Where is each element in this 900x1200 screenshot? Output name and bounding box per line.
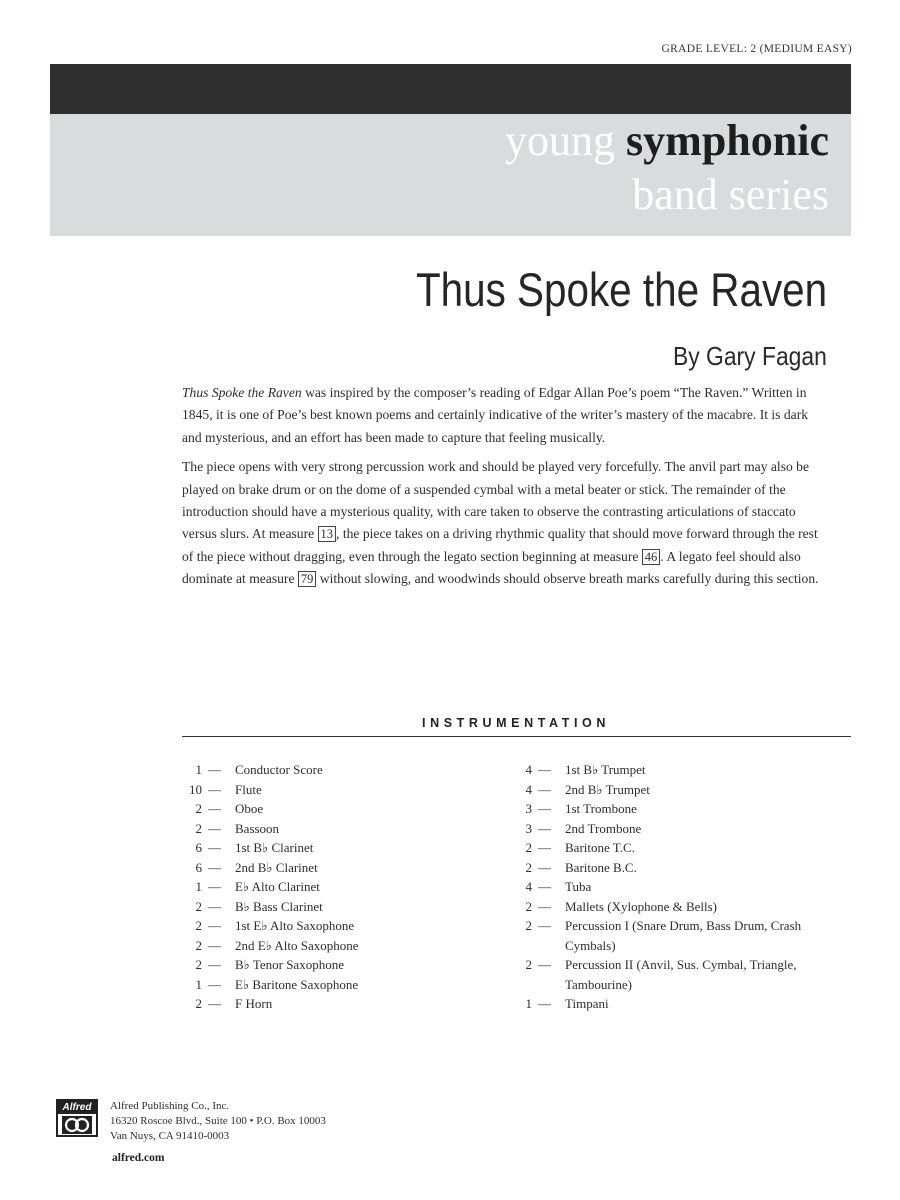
- dash-separator: —: [538, 781, 551, 797]
- part-name: Tuba: [565, 879, 592, 894]
- part-quantity: 2: [525, 859, 532, 875]
- series-title-line1: [505, 116, 829, 166]
- part-name: Timpani: [565, 996, 609, 1011]
- list-item: [512, 780, 812, 800]
- part-name: 1st B♭ Clarinet: [235, 840, 314, 855]
- part-quantity: 6: [195, 859, 202, 875]
- part-quantity: 2: [195, 918, 202, 933]
- measure-box-79: 79: [298, 571, 317, 587]
- grade-level: GRADE LEVEL: 2 (MEDIUM EASY): [661, 43, 852, 55]
- series-word-young: young: [505, 116, 616, 165]
- dash-separator: —: [538, 957, 551, 972]
- dash-separator: —: [538, 820, 551, 836]
- dash-separator: —: [208, 937, 221, 953]
- dash-separator: —: [538, 762, 551, 777]
- part-name: Bassoon: [235, 820, 280, 836]
- part-name: E♭ Alto Clarinet: [235, 879, 320, 894]
- address-line: Van Nuys, CA 91410-0003: [110, 1130, 230, 1142]
- part-quantity: 2: [525, 957, 532, 972]
- part-quantity: 2: [525, 840, 532, 855]
- part-name: 1st Trombone: [565, 801, 637, 816]
- part-quantity: 10: [189, 781, 202, 797]
- list-item: [182, 897, 482, 917]
- alfred-logo: [56, 1099, 98, 1137]
- part-quantity: 2: [195, 898, 202, 914]
- part-name: Oboe: [235, 801, 264, 816]
- composer-credit: By Gary Fagan: [673, 341, 827, 371]
- alfred-logo-mark-icon: [58, 1114, 96, 1135]
- part-quantity: 1: [525, 996, 532, 1011]
- dash-separator: —: [538, 859, 551, 875]
- program-notes: [182, 382, 822, 598]
- part-quantity: 2: [195, 937, 202, 953]
- list-item: [512, 916, 812, 955]
- header-bar: [50, 64, 851, 114]
- measure-box-46: 46: [642, 549, 661, 565]
- part-name: Flute: [235, 781, 262, 797]
- list-item: [512, 955, 812, 994]
- notes-p2-text-b: , the piece takes on a driving rhythmic quality that should move forward through the rest of the piece without dragging, even through the legato section beginning at measure: [182, 526, 818, 564]
- dash-separator: —: [208, 898, 221, 914]
- part-name: B♭ Bass Clarinet: [235, 898, 323, 914]
- list-item: [182, 955, 482, 975]
- list-item: [512, 819, 812, 839]
- part-quantity: 2: [525, 898, 532, 914]
- publisher-address: [110, 1099, 326, 1144]
- publisher-website: alfred.com: [112, 1152, 165, 1164]
- dash-separator: —: [208, 996, 221, 1011]
- part-name: Baritone B.C.: [565, 859, 637, 875]
- list-item: [182, 877, 482, 897]
- part-quantity: 4: [525, 762, 532, 777]
- part-quantity: 2: [525, 918, 532, 933]
- dash-separator: —: [538, 918, 551, 933]
- instrumentation-list-right: [512, 760, 812, 1014]
- dash-separator: —: [208, 957, 221, 972]
- list-item: [182, 819, 482, 839]
- series-word-symphonic: symphonic: [626, 116, 829, 165]
- dash-separator: —: [208, 840, 221, 855]
- list-item: [512, 799, 812, 819]
- measure-box-13: 13: [318, 526, 337, 542]
- part-name: 2nd Trombone: [565, 820, 642, 836]
- dash-separator: —: [208, 781, 221, 797]
- list-item: [512, 838, 812, 858]
- part-quantity: 1: [195, 879, 202, 894]
- part-quantity: 4: [525, 781, 532, 797]
- part-name: B♭ Tenor Saxophone: [235, 957, 344, 972]
- part-quantity: 4: [525, 879, 532, 894]
- dash-separator: —: [538, 879, 551, 894]
- part-name: 2nd B♭ Trumpet: [565, 781, 650, 797]
- notes-p2-text-a: The piece opens with very strong percussion work and should be played very forcefully. The anvil part may also be played on brake drum or on the dome of a suspended cymbal with a metal beater or stick. The remainder of the introduction should have a mysterious quality, with care taken to observe the contrasting articulations of staccato versus slurs. At measure: [182, 459, 810, 542]
- list-item: [512, 994, 812, 1014]
- part-quantity: 2: [195, 996, 202, 1011]
- dash-separator: —: [538, 801, 551, 816]
- dash-separator: —: [208, 879, 221, 894]
- dash-separator: —: [208, 918, 221, 933]
- dash-separator: —: [208, 976, 221, 992]
- part-name: 1st E♭ Alto Saxophone: [235, 918, 355, 933]
- part-quantity: 3: [525, 801, 532, 816]
- list-item: [182, 994, 482, 1014]
- part-quantity: 2: [195, 957, 202, 972]
- address-line: 16320 Roscoe Blvd., Suite 100 • P.O. Box 10003: [110, 1115, 326, 1127]
- dash-separator: —: [208, 801, 221, 816]
- notes-p2-text-c: . A legato feel should also dominate at measure: [182, 548, 801, 587]
- part-name: 2nd B♭ Clarinet: [235, 859, 318, 875]
- list-item: [182, 858, 482, 878]
- instrumentation-heading: INSTRUMENTATION: [422, 716, 610, 730]
- series-banner: [50, 114, 851, 236]
- part-quantity: 6: [195, 840, 202, 855]
- dash-separator: —: [538, 840, 551, 855]
- part-name: Baritone T.C.: [565, 840, 635, 855]
- notes-title-italic: Thus Spoke the Raven: [182, 385, 302, 400]
- instrumentation-list-left: [182, 760, 482, 1014]
- part-quantity: 2: [195, 820, 202, 836]
- dash-separator: —: [538, 996, 551, 1011]
- part-name: F Horn: [235, 996, 273, 1011]
- notes-paragraph-1: [182, 382, 822, 449]
- dash-separator: —: [208, 762, 221, 777]
- list-item: [512, 897, 812, 917]
- list-item: [182, 780, 482, 800]
- part-name: 2nd E♭ Alto Saxophone: [235, 937, 359, 953]
- list-item: [182, 760, 482, 780]
- part-name: 1st B♭ Trumpet: [565, 762, 646, 777]
- notes-p2-text-d: without slowing, and woodwinds should observe breath marks carefully during this section.: [316, 571, 819, 587]
- address-line: Alfred Publishing Co., Inc.: [110, 1100, 230, 1112]
- piece-title: Thus Spoke the Raven: [415, 263, 827, 316]
- list-item: [182, 975, 482, 995]
- part-quantity: 1: [195, 762, 202, 777]
- list-item: [512, 760, 812, 780]
- dash-separator: —: [208, 820, 221, 836]
- part-name: Percussion I (Snare Drum, Bass Drum, Crash Cymbals): [565, 918, 802, 953]
- list-item: [512, 858, 812, 878]
- dash-separator: —: [538, 898, 551, 914]
- part-name: Percussion II (Anvil, Sus. Cymbal, Triangle, Tambourine): [565, 957, 797, 992]
- part-quantity: 2: [195, 801, 202, 816]
- list-item: [182, 936, 482, 956]
- list-item: [182, 799, 482, 819]
- dash-separator: —: [208, 859, 221, 875]
- part-name: E♭ Baritone Saxophone: [235, 976, 359, 992]
- list-item: [512, 877, 812, 897]
- instrumentation-rule: [182, 736, 851, 737]
- list-item: [182, 916, 482, 936]
- publisher-block: [56, 1099, 326, 1144]
- part-name: Mallets (Xylophone & Bells): [565, 898, 718, 914]
- list-item: [182, 838, 482, 858]
- part-quantity: 1: [195, 976, 202, 992]
- notes-paragraph-2: [182, 456, 822, 590]
- alfred-logo-text: Alfred: [58, 1101, 96, 1114]
- series-title-line2: band series: [632, 170, 829, 219]
- part-name: Conductor Score: [235, 762, 323, 777]
- part-quantity: 3: [525, 820, 532, 836]
- notes-p1-text: was inspired by the composer’s reading of Edgar Allan Poe’s poem “The Raven.” Written in 1845, it is one of Poe’s best known poems and certainly indicative of the writer’s mastery of the macabre. It is dark and mysterious, and an effort has been made to capture that feeling musically.: [182, 385, 809, 445]
